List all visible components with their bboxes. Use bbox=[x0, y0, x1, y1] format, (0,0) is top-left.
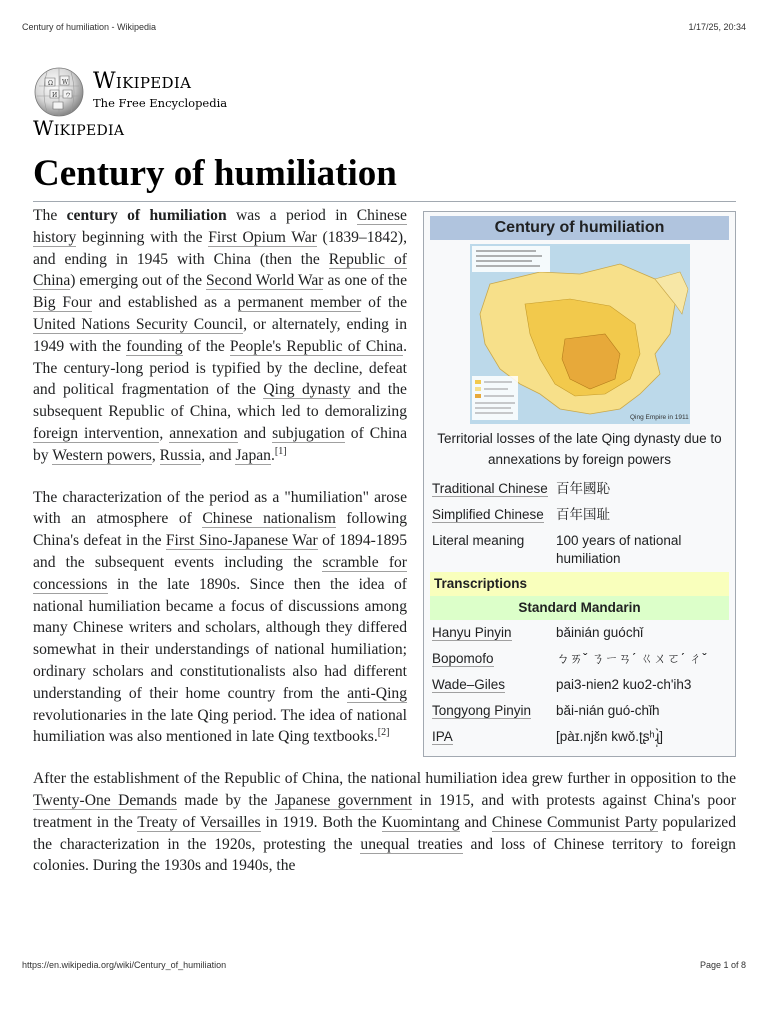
page-title: Century of humiliation bbox=[33, 153, 397, 194]
link-japan[interactable]: Japan bbox=[235, 446, 271, 464]
link-treaty-of-versailles[interactable]: Treaty of Versailles bbox=[137, 813, 261, 831]
link-foreign-intervention[interactable]: foreign intervention bbox=[33, 424, 160, 442]
bold-term: century of humiliation bbox=[66, 207, 227, 224]
infobox-value: bǎinián guóchǐ bbox=[556, 625, 644, 640]
link-first-opium-war[interactable]: First Opium War bbox=[208, 228, 317, 246]
infobox-value: pai3-nien2 kuo2-ch'ih3 bbox=[556, 677, 692, 692]
infobox-table bbox=[430, 476, 729, 750]
infobox-label: Literal meaning bbox=[432, 533, 525, 548]
link-chinese-history[interactable]: Chinese history bbox=[33, 207, 407, 246]
infobox-row bbox=[430, 528, 729, 572]
link-big-four[interactable]: Big Four bbox=[33, 294, 92, 312]
infobox-label-link[interactable]: Wade–Giles bbox=[432, 677, 506, 692]
link-second-world-war[interactable]: Second World War bbox=[205, 272, 324, 290]
title-divider bbox=[33, 201, 736, 202]
infobox-value: 100 years of national humiliation bbox=[556, 533, 682, 566]
link-republic-of-china[interactable]: Republic of China bbox=[33, 250, 407, 290]
infobox-label-link[interactable]: Traditional Chinese bbox=[432, 481, 548, 496]
infobox-value: bǎi-nián guó-chǐh bbox=[556, 703, 660, 718]
link-prc[interactable]: People's Republic of China bbox=[229, 337, 404, 355]
infobox-row bbox=[430, 502, 729, 528]
infobox-row bbox=[430, 646, 729, 672]
infobox-map-image[interactable] bbox=[470, 244, 690, 424]
print-footer-page: Page 1 of 8 bbox=[699, 960, 746, 970]
link-subjugation[interactable]: subjugation bbox=[272, 424, 345, 442]
article-body bbox=[33, 205, 736, 897]
link-chinese-nationalism[interactable]: Chinese nationalism bbox=[202, 510, 336, 528]
infobox-value: [pàɪ.njɛ̌n kwǒ.ʈʂʰɻ̩̀] bbox=[556, 729, 663, 744]
infobox-subsection-header[interactable]: Standard Mandarin bbox=[430, 596, 729, 620]
infobox bbox=[423, 211, 736, 757]
infobox-label-link[interactable]: Bopomofo bbox=[432, 651, 494, 666]
link-western-powers[interactable]: Western powers bbox=[52, 446, 152, 464]
print-header-datetime: 1/17/25, 20:34 bbox=[688, 22, 746, 32]
infobox-value: 百年國恥 bbox=[556, 481, 610, 496]
svg-text:ウ: ウ bbox=[65, 92, 72, 99]
infobox-row bbox=[430, 672, 729, 698]
print-header bbox=[22, 22, 746, 36]
infobox-row bbox=[430, 476, 729, 502]
link-russia[interactable]: Russia bbox=[159, 446, 202, 464]
link-permanent-member[interactable]: permanent member bbox=[237, 294, 362, 312]
link-founding[interactable]: founding bbox=[126, 337, 183, 355]
link-japanese-government[interactable]: Japanese government bbox=[274, 791, 413, 809]
print-footer-url: https://en.wikipedia.org/wiki/Century_of_humiliation bbox=[22, 960, 227, 970]
svg-text:W: W bbox=[62, 79, 69, 86]
link-chinese-communist-party[interactable]: Chinese Communist Party bbox=[491, 813, 658, 831]
infobox-row bbox=[430, 698, 729, 724]
wikipedia-tagline: The Free Encyclopedia bbox=[93, 96, 228, 110]
svg-text:И: И bbox=[52, 92, 58, 99]
print-header-title: Century of humiliation - Wikipedia bbox=[22, 22, 157, 32]
reference-1[interactable]: [1] bbox=[274, 445, 287, 457]
link-annexation[interactable]: annexation bbox=[169, 424, 238, 442]
wikipedia-globe-icon bbox=[33, 66, 85, 118]
reference-2[interactable]: [2] bbox=[377, 727, 390, 739]
link-kuomintang[interactable]: Kuomintang bbox=[381, 813, 460, 831]
wikipedia-wordmark: Wikipedia bbox=[93, 69, 192, 94]
link-unequal-treaties[interactable]: unequal treaties bbox=[360, 835, 463, 853]
infobox-row bbox=[430, 620, 729, 646]
map-label: Qing Empire in 1911 bbox=[629, 414, 689, 421]
infobox-label-link[interactable]: Tongyong Pinyin bbox=[432, 703, 532, 718]
paragraph-1: The century of humiliation was a period in Chinese history beginning with the First Opium War (1839–1842), and ending in 1945 with China (then the Republic of China) emerging out of the Second World War as one of the Big Four and established as a permanent member of the United Nations Security Council, or alternately, ending in 1949 with the founding of the People's Republic of China. The century-long period is typified by the decline, defeat and political fragmentation of the Qing dynasty and the subsequent Republic of China, which led to demoralizing foreign intervention, annexation and subjugation of China by Western powers, Russia, and Japan.[1] bbox=[33, 207, 407, 464]
infobox-row bbox=[430, 724, 729, 750]
link-qing-dynasty[interactable]: Qing dynasty bbox=[263, 381, 351, 399]
infobox-value: 百年国耻 bbox=[556, 507, 610, 522]
infobox-label-link[interactable]: Simplified Chinese bbox=[432, 507, 544, 522]
wikipedia-logo[interactable] bbox=[33, 66, 293, 114]
wikipedia-wordmark-secondary: Wikipedia bbox=[33, 116, 125, 140]
link-scramble-for-concessions[interactable]: scramble for concessions bbox=[33, 553, 407, 593]
link-un-security-council[interactable]: United Nations Security Council bbox=[33, 315, 244, 333]
svg-text:Ω: Ω bbox=[48, 80, 53, 87]
link-twenty-one-demands[interactable]: Twenty-One Demands bbox=[33, 791, 177, 809]
paragraph-3: After the establishment of the Republic of China, the national humiliation idea grew further in opposition to the Twenty-One Demands made by the Japanese government in 1915, and with protests against China's poor treatment in the Treaty of Versailles in 1919. Both the Kuomintang and Chinese Communist Party popularized the characterization in the 1920s, protesting the unequal treaties and loss of Chinese territory to foreign colonies. During the 1930s and 1940s, the bbox=[33, 770, 737, 875]
infobox-value: ㄅㄞˇ ㄋㄧㄢˊ ㄍㄨㄛˊ ㄔˇ bbox=[556, 651, 707, 666]
infobox-label-link[interactable]: IPA bbox=[432, 729, 453, 744]
infobox-label-link[interactable]: Hanyu Pinyin bbox=[432, 625, 512, 640]
link-first-sino-japanese-war[interactable]: First Sino-Japanese War bbox=[165, 532, 318, 550]
infobox-caption: Territorial losses of the late Qing dynasty due to annexations by foreign powers bbox=[437, 431, 722, 467]
infobox-title: Century of humiliation bbox=[430, 216, 729, 240]
link-anti-qing[interactable]: anti-Qing bbox=[347, 684, 407, 702]
print-footer bbox=[22, 960, 746, 974]
infobox-section-header: Transcriptions bbox=[430, 572, 729, 596]
paragraph-2: The characterization of the period as a "humiliation" arose with an atmosphere of Chinese nationalism following China's defeat in the First Sino-Japanese War of 1894-1895 and the subsequent events including the scramble for concessions in the late 1890s. Since then the idea of national humiliation became a focus of discussions among many Chinese writers and scholars, although they differed somewhat in their understandings of national humiliation; ordinary scholars and constitutionalists also had different understanding of their home country from the anti-Qing revolutionaries in the late Qing period. The idea of national humiliation was also mentioned in late Qing textbooks.[2] bbox=[33, 488, 408, 746]
